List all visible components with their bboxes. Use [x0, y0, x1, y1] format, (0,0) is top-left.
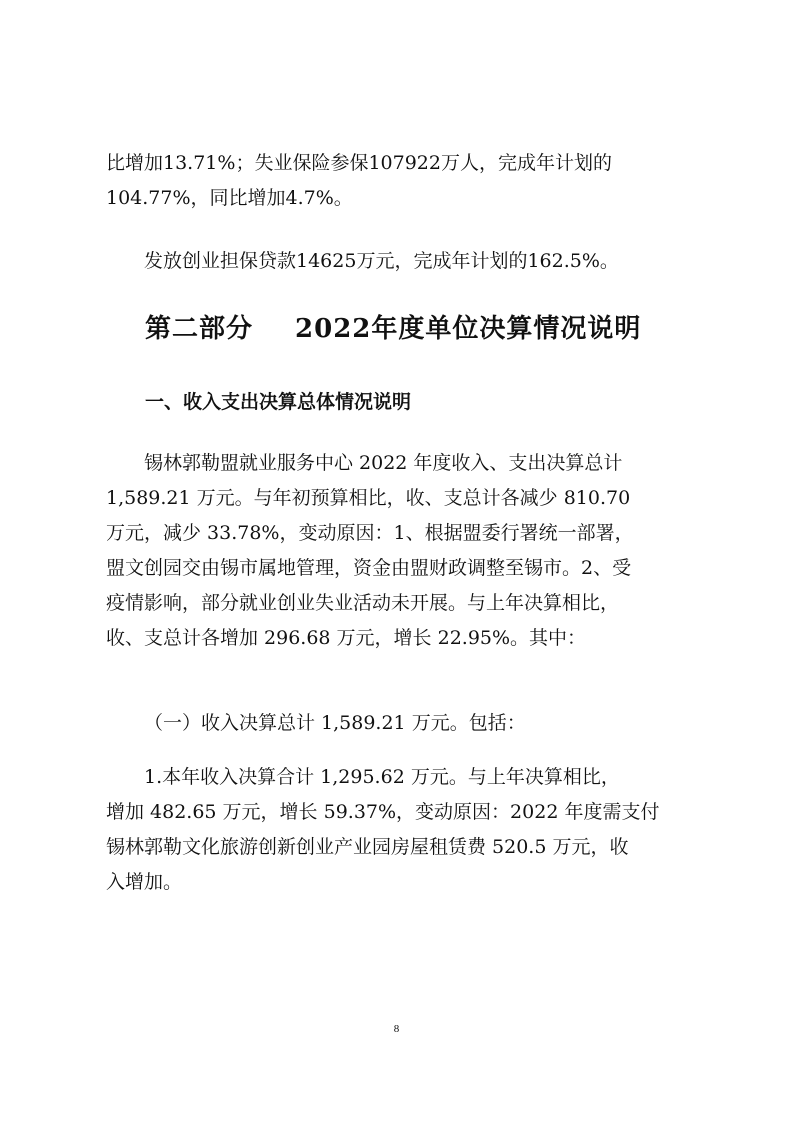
- part-title: 2022年度单位决算情况说明: [295, 314, 642, 344]
- part-label: 第二部分: [145, 314, 254, 344]
- loan-paragraph: [106, 244, 696, 279]
- summary-line-5: 疫情影响，部分就业创业失业活动未开展。与上年决算相比，: [106, 592, 620, 614]
- summary-line-4: 盟文创园交由锡市属地管理，资金由盟财政调整至锡市。2、受: [106, 557, 632, 579]
- page-number: 8: [393, 1023, 400, 1035]
- summary-line-3: 万元，减少 33.78%，变动原因：1、根据盟委行署统一部署，: [106, 522, 634, 544]
- income-heading-paragraph: [106, 706, 696, 741]
- intro-line-1: 比增加13.71%；失业保险参保107922万人，完成年计划的: [106, 152, 612, 174]
- part-heading: [145, 307, 641, 351]
- income-heading: （一）收入决算总计 1,589.21 万元。包括：: [144, 712, 526, 734]
- summary-line-2: 1,589.21 万元。与年初预算相比，收、支总计各减少 810.70: [106, 487, 631, 509]
- summary-paragraph: [106, 446, 696, 656]
- summary-line-1: 锡林郭勒盟就业服务中心 2022 年度收入、支出决算总计: [144, 452, 623, 474]
- income-detail-paragraph: [106, 760, 696, 900]
- intro-line-2: 104.77%，同比增加4.7%。: [106, 187, 353, 209]
- loan-line: 发放创业担保贷款14625万元，完成年计划的162.5%。: [144, 250, 619, 272]
- intro-paragraph: [106, 146, 696, 216]
- income-detail-line-2: 增加 482.65 万元，增长 59.37%，变动原因：2022 年度需支付: [106, 801, 660, 823]
- section-heading: 一、收入支出决算总体情况说明: [145, 391, 412, 413]
- income-detail-line-4: 入增加。: [106, 871, 183, 893]
- income-detail-line-1: 1.本年收入决算合计 1,295.62 万元。与上年决算相比，: [144, 766, 620, 788]
- summary-line-6: 收、支总计各增加 296.68 万元，增长 22.95%。其中：: [106, 627, 587, 649]
- income-detail-line-3: 锡林郭勒文化旅游创新创业产业园房屋租赁费 520.5 万元，收: [106, 836, 629, 858]
